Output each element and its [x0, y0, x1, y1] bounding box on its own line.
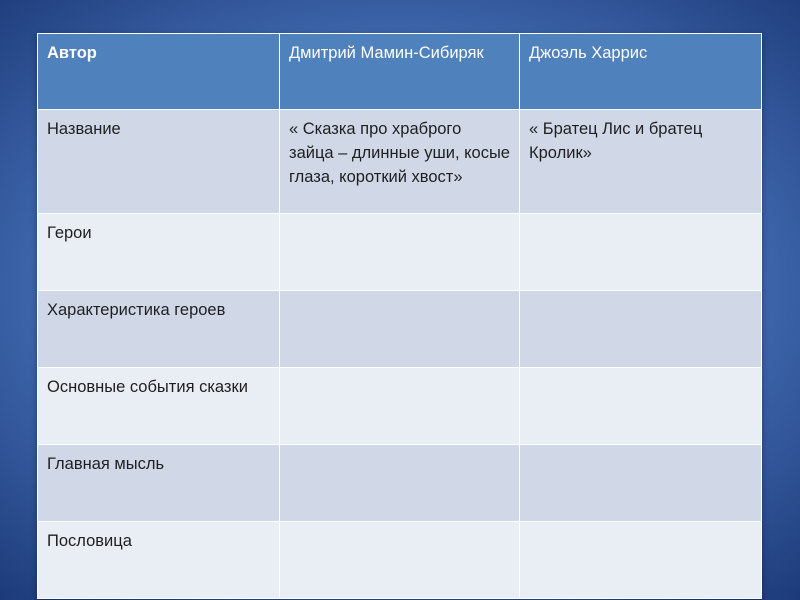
row-label-cell: Основные события сказки	[38, 368, 280, 445]
row-label-cell: Главная мысль	[38, 445, 280, 522]
table-row	[38, 522, 762, 599]
table-cell	[520, 522, 762, 599]
row-label-cell: Характеристика героев	[38, 291, 280, 368]
table-cell: « Сказка про храброго зайца – длинные уши, косые глаза, короткий хвост»	[280, 110, 520, 214]
header-cell-author: Автор	[38, 34, 280, 110]
table-row	[38, 368, 762, 445]
table-cell	[280, 522, 520, 599]
row-label-cell: Название	[38, 110, 280, 214]
table-cell	[520, 368, 762, 445]
table-cell	[280, 214, 520, 291]
table-row	[38, 445, 762, 522]
header-cell-mamin-sibiryak: Дмитрий Мамин-Сибиряк	[280, 34, 520, 110]
comparison-table	[37, 33, 762, 599]
table-cell: « Братец Лис и братец Кролик»	[520, 110, 762, 214]
table-cell	[520, 214, 762, 291]
row-label-cell: Герои	[38, 214, 280, 291]
header-cell-harris: Джоэль Харрис	[520, 34, 762, 110]
table-row	[38, 291, 762, 368]
table-header-row	[38, 34, 762, 110]
table-row	[38, 214, 762, 291]
table-cell	[280, 368, 520, 445]
table-cell	[280, 445, 520, 522]
row-label-cell: Пословица	[38, 522, 280, 599]
table-row	[38, 110, 762, 214]
table-cell	[280, 291, 520, 368]
table-cell	[520, 445, 762, 522]
table-cell	[520, 291, 762, 368]
